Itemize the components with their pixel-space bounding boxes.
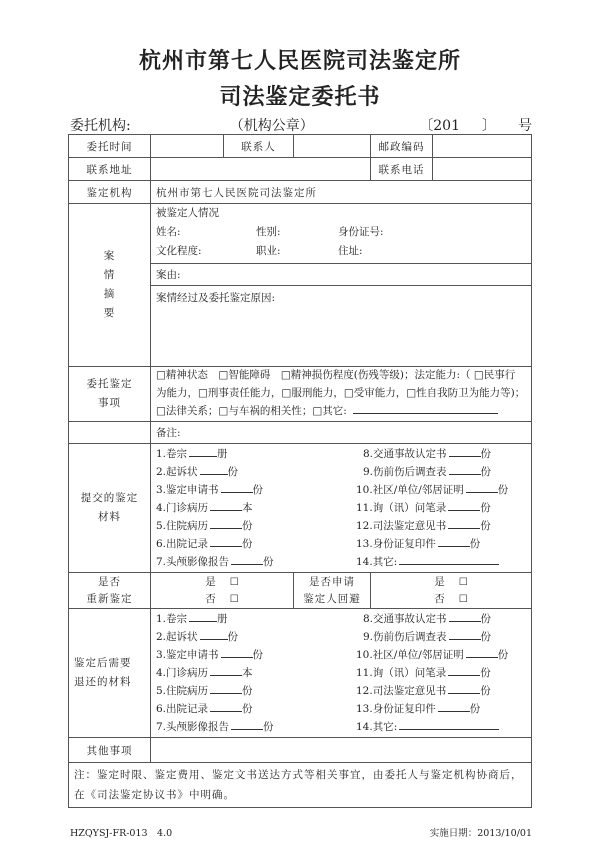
phone-field[interactable] [433,158,532,181]
material-label: 4.门诊病历 [156,502,209,514]
material-unit: 份 [480,667,491,679]
yes-label: 是 [205,575,216,588]
material-unit: 份 [252,649,264,661]
form-code: HZQYSJ-FR-013 4.0 [70,828,173,839]
label-line: 退还的材料 [74,676,132,688]
material-count-blank[interactable] [449,445,481,457]
material-unit: 份 [480,520,491,532]
recusal-no-checkbox[interactable]: ☐ [458,593,468,605]
label-line: 材料 [98,511,121,523]
label-line: 提交的鉴定 [80,492,139,504]
address-field[interactable] [151,158,371,181]
material-label: 13.身份证复印件 [356,703,436,715]
material-label: 9.伤前伤后调查表 [363,631,447,643]
material-label: 11.询（讯）问笔录 [356,502,447,514]
other-matters-label: 其他事项 [69,738,151,763]
material-count-blank[interactable] [438,700,470,712]
case-summary-label [69,204,151,367]
job-label: 职业: [256,245,281,257]
material-item [356,682,526,700]
material-item [156,628,356,646]
label-line: 鉴定人回避 [303,592,361,605]
material-unit: 份 [469,703,481,715]
material-label: 8.交通事故认定书 [363,448,447,460]
material-label: 9.伤前伤后调查表 [363,466,447,478]
material-count-blank[interactable] [221,646,253,658]
returned-materials-list [156,609,526,737]
material-unit: 本 [242,502,253,514]
material-count-blank[interactable] [438,535,470,547]
material-unit: 份 [252,484,264,496]
material-item [356,499,526,517]
material-item [156,445,356,463]
material-count-blank[interactable] [189,610,217,622]
material-item [356,664,526,682]
material-unit: 份 [242,703,253,715]
material-item [356,481,526,499]
material-item [356,445,526,463]
material-count-blank[interactable] [189,445,217,457]
material-label: 7.头颅影像报告 [156,556,230,568]
phone-label: 联系电话 [371,158,433,181]
time-label: 委托时间 [69,135,151,158]
recusal-options [371,573,532,609]
material-count-blank[interactable] [449,463,481,475]
material-item [156,718,356,736]
material-item [356,610,526,628]
material-label: 3.鉴定申请书 [156,484,219,496]
agency-label: 鉴定机构 [69,181,151,204]
material-count-blank[interactable] [466,481,498,493]
material-label: 5.住院病历 [156,520,209,532]
material-count-blank[interactable] [448,499,480,511]
matters-line[interactable]: □法律关系；□与车祸的相关性；□其它: [156,405,347,418]
material-count-blank[interactable] [231,553,263,565]
material-label: 6.出院记录 [156,538,209,550]
contact-field[interactable] [294,135,371,158]
case-reason-field[interactable]: 案情经过及委托鉴定原因: [151,286,532,367]
material-count-blank[interactable] [221,481,253,493]
recusal-yes-checkbox[interactable]: ☐ [458,576,468,588]
material-label: 11.询（讯）问笔录 [356,667,447,679]
material-count-blank[interactable] [399,553,499,565]
case-char: 情 [103,269,116,281]
label-line: 鉴定后需要 [74,657,132,669]
material-count-blank[interactable] [449,628,481,640]
case-cause-field[interactable]: 案由: [151,264,532,286]
material-item [356,700,526,718]
material-count-blank[interactable] [448,664,480,676]
material-item [356,628,526,646]
material-label: 1.卷宗 [156,613,188,625]
commission-form [68,134,532,808]
case-char: 要 [103,307,116,319]
label-line: 是否 [98,575,121,588]
document-title: 司法鉴定委托书 [219,84,381,110]
material-label: 10.社区/单位/邻居证明 [356,649,464,661]
remarks-field[interactable]: 备注: [151,422,532,444]
material-item [156,610,356,628]
material-label: 2.起诉状 [156,466,198,478]
material-label: 7.头颅影像报告 [156,721,230,733]
number-suffix: 号 [518,118,532,134]
label-line: 重新鉴定 [86,592,133,605]
material-item [156,682,356,700]
material-item [156,463,356,481]
material-item [356,718,526,736]
material-item [156,499,356,517]
material-item [156,517,356,535]
subject-info[interactable] [151,204,532,264]
material-count-blank[interactable] [210,499,242,511]
material-label: 6.出院记录 [156,703,209,715]
org-label: 委托机构: [70,118,131,134]
material-label: 14.其它: [356,721,398,733]
material-label: 4.门诊病历 [156,667,209,679]
name-label: 姓名: [156,226,181,238]
reeval-yes-checkbox[interactable]: ☐ [229,576,239,588]
material-unit: 份 [480,466,492,478]
material-item [156,664,356,682]
reevaluation-label [69,573,151,609]
material-unit: 份 [227,631,239,643]
material-unit: 份 [242,520,253,532]
material-unit: 份 [263,721,274,733]
material-unit: 册 [217,448,228,460]
label-line: 是否申请 [309,575,355,588]
material-count-blank[interactable] [200,463,228,475]
material-unit: 份 [227,466,239,478]
id-label: 身份证号: [338,226,384,238]
effective-date: 实施日期：2013/10/01 [429,828,532,839]
postcode-field[interactable] [433,135,532,158]
material-unit: 册 [217,613,228,625]
matters-label [69,367,151,422]
note: 注：鉴定时限、鉴定费用、鉴定文书送达方式等相关事宜，由委托人与鉴定机构协商后，在《司法鉴定协议书》中明确。 [69,763,532,808]
education-label: 文化程度: [156,245,202,257]
material-count-blank[interactable] [210,517,242,529]
material-label: 5.住院病历 [156,685,209,697]
material-count-blank[interactable] [231,718,263,730]
material-item [156,553,356,571]
material-unit: 份 [480,448,492,460]
material-item [356,517,526,535]
material-unit: 份 [480,631,492,643]
bracket: 〕 [482,118,496,134]
case-char: 摘 [103,288,116,300]
matters-line[interactable]: 为能力，□刑事责任能力，□服刑能力，□受审能力，□性自我防卫为能力等)； [156,386,526,399]
postcode-label: 邮政编码 [371,135,433,158]
material-label: 10.社区/单位/邻居证明 [356,484,464,496]
material-unit: 本 [242,667,253,679]
material-unit: 份 [497,484,509,496]
material-label: 8.交通事故认定书 [363,613,447,625]
seal-label: （机构公章） [229,118,314,134]
material-unit: 份 [242,685,253,697]
submitted-materials-list [156,444,526,572]
year-prefix: 〔201 [419,118,460,134]
other-matters-field[interactable] [151,738,532,763]
material-unit: 份 [480,502,491,514]
material-item [156,481,356,499]
material-count-blank[interactable] [399,718,499,730]
institution-title: 杭州市第七人民医院司法鉴定所 [138,48,461,74]
material-item [356,646,526,664]
material-item [356,535,526,553]
material-count-blank[interactable] [210,700,242,712]
material-count-blank[interactable] [200,628,228,640]
material-unit: 份 [469,538,481,550]
matters-line[interactable]: □精神状态 □智能障碍 □精神损伤程度(伤残等级)；法定能力:（ □民事行 [156,369,516,382]
material-item [356,553,526,571]
material-label: 1.卷宗 [156,448,188,460]
gender-label: 性别: [256,226,281,238]
no-label: 否 [434,592,445,605]
time-field[interactable] [151,135,224,158]
matters-options[interactable] [151,367,532,422]
material-label: 2.起诉状 [156,631,198,643]
no-label: 否 [205,592,216,605]
submitted-materials-label [69,444,151,573]
contact-label: 联系人 [224,135,294,158]
material-label: 3.鉴定申请书 [156,649,219,661]
org-blank[interactable] [133,120,228,135]
label-line: 事项 [98,397,121,409]
residence-label: 住址: [338,245,363,257]
material-count-blank[interactable] [466,646,498,658]
material-count-blank[interactable] [448,682,480,694]
material-count-blank[interactable] [448,517,480,529]
material-label: 13.身份证复印件 [356,538,436,550]
material-label: 12.司法鉴定意见书 [356,520,447,532]
document-number [413,115,532,135]
material-count-blank[interactable] [449,610,481,622]
material-label: 12.司法鉴定意见书 [356,685,447,697]
yes-label: 是 [434,575,445,588]
material-count-blank[interactable] [210,535,242,547]
material-item [156,646,356,664]
material-label: 14.其它: [356,556,398,568]
material-unit: 份 [263,556,274,568]
subject-heading: 被鉴定人情况 [156,207,219,219]
label-line: 委托鉴定 [86,378,133,390]
material-unit: 份 [497,649,509,661]
material-item [156,700,356,718]
address-label: 联系地址 [69,158,151,181]
reeval-no-checkbox[interactable]: ☐ [229,593,239,605]
reevaluation-options [151,573,294,609]
material-unit: 份 [480,613,492,625]
material-count-blank[interactable] [210,682,242,694]
agency-value: 杭州市第七人民医院司法鉴定所 [151,181,532,204]
other-matter-blank[interactable] [353,402,498,414]
material-item [156,535,356,553]
recusal-label [294,573,371,609]
returned-materials-label [69,609,151,738]
entrusting-org-line [70,115,532,135]
material-count-blank[interactable] [210,664,242,676]
material-unit: 份 [480,685,491,697]
case-char: 案 [103,250,116,262]
material-unit: 份 [242,538,253,550]
material-item [356,463,526,481]
